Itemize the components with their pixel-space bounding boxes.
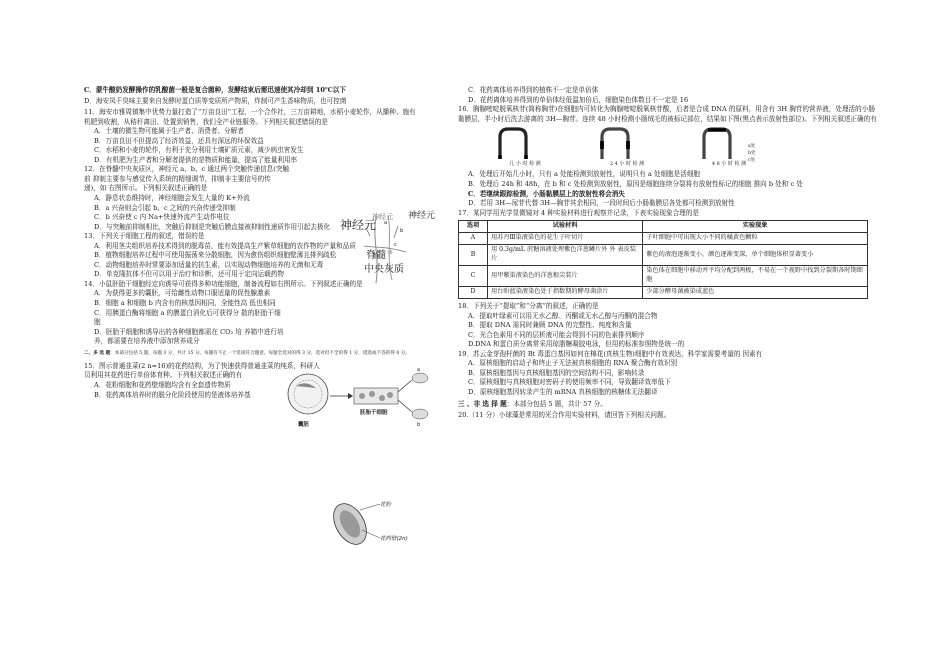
- villus-svg-2: [596, 127, 658, 161]
- q18-option-d: D.DNA 和蛋白质分离常采用琼脂糖凝胶电泳，但用的标准参照物是统一的: [468, 340, 685, 349]
- q17-row-d-option: D: [459, 287, 488, 299]
- q12-option-c: C．b 兴奋使 c 内 Na+快速外流产生动作电位: [94, 213, 230, 222]
- item-c-top: C．蒙牛酸奶发酵操作的乳酸菌一般是复合菌种，发酵结束后需迅速使其冷却到 10℃以下: [84, 86, 346, 94]
- q12-stem-3: 递)，如 右图所示。下列相关叙述正确的是: [84, 184, 208, 193]
- villus-legend-a: a处: [748, 144, 756, 149]
- q20-stem: 20.（11 分）小球藻是常用的光合作用实验材料，请回答下列相关问题。: [458, 411, 671, 420]
- villus-caption-3: 4 8 小 时 检 测: [711, 161, 747, 168]
- q12-stem-2: 前 抑制主要参与感觉传入系统的精细调节，抑制非主要信号的传: [84, 174, 271, 183]
- q15-stem: 15．图示普通韭菜(2 n=16)的花药结构，为了快速获得普通韭菜的纯系，科研人员利用其花药进行单倍体育种。下列相关叙述正确的有: [84, 361, 320, 380]
- q15-option-d: D．花药离体培养得到的单倍体经低温加倍后，细胞染色体数目不一定是 16: [468, 95, 689, 104]
- villus-legend: [748, 144, 756, 165]
- q17-header-material: 试验材料: [488, 221, 643, 233]
- q13-option-b: B．植物细胞培养过程中可使用振荡来分散细胞，因为愈伤组织细胞壁薄且排列疏松: [94, 251, 337, 260]
- villus-figure-1: [494, 127, 556, 168]
- q17-row-a-phenomenon: 子叶细胞中可出现大小不同的橘黄色颗粒: [643, 233, 868, 245]
- q17-row-b-option: B: [459, 245, 488, 266]
- q17-table-header: [459, 221, 868, 233]
- q13-stem: 13．下列关于细胞工程的叙述，错误的是: [84, 232, 205, 241]
- section-3-heading: [458, 400, 878, 410]
- esc-label: 胚胎干细胞: [360, 410, 388, 416]
- neuron-point-c: c: [394, 242, 397, 248]
- q17-row-b-phenomenon: 紫色的液泡逐渐变小，颜色逐渐变深，单个细胞体积显著变小: [643, 245, 868, 266]
- neuron-label-main: 神经元: [340, 218, 377, 232]
- q16-option-a: A．处理后开始几小时，只有 a 处能检测到放射性，说明只有 a 处细胞是活细胞: [468, 170, 701, 179]
- q18-option-a: A．提取叶绿素可以用无水乙醇、丙酮或无水乙醇与丙酮的混合物: [468, 311, 658, 320]
- q17-row-d-material: 用台盼蓝染液染色处于指数期的酵母菌涂片: [488, 287, 643, 299]
- q18-stem: 18．下列关于“提取”和“分离”的叙述，正确的是: [458, 302, 599, 311]
- cell-a-label: a: [417, 367, 421, 373]
- section-3-title: 三 、非 选 择 题: [458, 399, 507, 408]
- table-row: [459, 287, 868, 299]
- q11-option-c: C．水稻和小麦的轮作，有利于充分利用土壤矿质元素，减少病虫害发生: [94, 146, 304, 155]
- central-gray-label: 中央灰质: [364, 264, 404, 275]
- section-2-note: ：本部分包括 5 题，每题 3 分，共计 15 分。每题有不止一个选项符合题意。每题全选对的得 3 分，选对但不全的得 1 分，错选或不答的得 0 分。: [110, 351, 411, 357]
- item-d-top: D．海安凤千臭味主要来自发酵时蛋白质等变质所产物质，炸制可产生香味物质，也可控菌: [84, 97, 347, 106]
- q11-stem: 11．海安市雅周镇集中优势力量打造了“万亩良田”工程，一个合作社，三万亩耕地，水稻小麦轮作，从播种、施有机肥到收割，从秸秆离田、处置到销售，我们全产业链服务。下列相关叙述错误的是: [84, 108, 416, 126]
- neuron-label-a: 神经元: [372, 213, 393, 221]
- q15-diagram: [322, 500, 422, 548]
- q19-option-d: D．原核细胞基因转录产生的 mRNA 真核细胞的核糖体无法翻译: [468, 387, 658, 396]
- q18-option-c: C．光合色素用不同的层析液可能会得到不同的色素排列顺序: [468, 330, 645, 339]
- q17-row-c-material: 用甲紫染液染色的洋葱根尖装片: [488, 266, 643, 287]
- section-2-heading: [84, 351, 418, 357]
- q12-stem-1: 12．在脊髓中央灰质区，神经元 a、b、c 通过两个突触传递信息(突触: [84, 165, 290, 174]
- q15-option-a: A．花粉细胞和花药壁细胞均含有全套遗传物质: [94, 381, 231, 390]
- villi-figures: [494, 127, 878, 168]
- q13-option-c: C．动物细胞培养时常要添加适量的抗生素，以实现动物细胞培养的无菌和无毒: [94, 260, 324, 269]
- q16-option-d: D．若用 3H—尿苷代替 3H—胸苷其余相同，一段时间后小肠黏膜层各处都可检测到放射性: [468, 199, 735, 208]
- villus-figure-2: [596, 127, 658, 168]
- q16-option-b: B．处理后 24h 和 48h，在 b 和 c 处检测到放射性，原因是细胞连续分裂将有放射性标记的细胞 推向 b 处和 c 处: [468, 179, 803, 188]
- q12-option-a: A．静息状态维持时，神经细胞会发生大量的 K+外流: [94, 194, 250, 203]
- table-row: [459, 266, 868, 287]
- q12-stem-block: [84, 165, 334, 194]
- q17-row-c-phenomenon: 染色体在细胞中移动并平均分配到两极，不易在一个视野中找到分裂期各时期细胞: [643, 266, 868, 287]
- villus-caption-1: 几 小 时 检 测: [509, 161, 541, 168]
- q14-stem: 14．小鼠胚胎干细胞经定向诱导可获得多种功能细胞，制备流程如右图所示。下列叙述正确的是: [84, 279, 363, 288]
- q14-option-c: C．用胰蛋白酶将细胞 a 的膜蛋白消化后可获得分 散的胚胎干细胞: [94, 308, 281, 327]
- villus-svg-1: [494, 127, 556, 161]
- q11-option-a: A．土壤的微生物可能属于生产者、消费者、分解者: [94, 127, 244, 136]
- q15-option-c: C．花药离体培养得到的植株不一定是单倍体: [468, 86, 599, 94]
- q13-option-a: A．利用茎尖组织培养技术得到的脱毒苗，能有效提高生产紫草细胞的农作物的产量和品质: [94, 241, 356, 250]
- q16-stem: 16．胸腺嘧啶脱氧核苷(简称胸苷)在细胞内可转化为胸腺嘧啶脱氧核苷酸，后者是合成 DNA 的原料，用含有 3H 胸苷的营养液，处理活的小肠黏膜层，半小时后洗去游离的 3H—胸苷。连续 48 小时检测小肠绒毛的被标记部位，结果如下图(黑点表示放射性部位)。下列相关叙述正确的有: [458, 105, 877, 123]
- q16-option-c: C．若继续跟踪检测，小肠黏膜层上的放射性将会消失: [468, 189, 625, 198]
- q14-option-d: D．胚胎干细胞和诱导出的各种细胞都需在 CO₂ 培 养箱中进行培养，都需要在培养液中添加营养成分: [94, 327, 284, 346]
- q11-option-d: D．有机肥为生产者和分解者提供的是物质和能量，提高了能量利用率: [94, 155, 298, 164]
- q17-header-phenomenon: 实验现象: [643, 221, 868, 233]
- q17-stem: 17．某同学用光学显微镜对 4 种实验材料进行观察并记录，下表实验现象合理的是: [458, 208, 699, 217]
- q17-row-b-material: 用 0.3g/mL 蔗糖溶液处理紫色洋葱鳞片外 外 表皮装片: [488, 245, 643, 266]
- q19-stem: 19．苏云金芽孢杆菌的 Bt 毒蛋白基因如何在棉花(真核生物)细胞中有效表达，科学家需要考量的 因素有: [458, 349, 763, 358]
- villus-legend-c: c处: [748, 157, 756, 163]
- section-3-note: ：本部分包括 5 题，共计 57 分。: [506, 399, 607, 408]
- q17-header-option: 选项: [459, 221, 488, 233]
- q17-table: [458, 220, 868, 299]
- villus-legend-b: b处: [748, 150, 756, 156]
- villus-caption-2: 2 4 小 时 检 测: [609, 161, 645, 168]
- q14-option-a: A．为获得更多的囊胚，可给雌性动物口服适量的促性腺激素: [94, 289, 271, 298]
- q14-options-narrow: [84, 299, 284, 347]
- q17-row-d-phenomenon: 少部分酵母菌被染成蓝色: [643, 287, 868, 299]
- cell-b-label: b: [417, 422, 421, 428]
- table-row: [459, 245, 868, 266]
- q12-option-b: B．a 兴奋则会引起 b、c 之间的兴奋传递受抑制: [94, 203, 236, 212]
- q17-row-a-material: 用苏丹Ⅲ染液染色的花生子叶切片: [488, 233, 643, 245]
- right-column: [458, 86, 878, 421]
- table-row: [459, 233, 868, 245]
- q11-option-b: B．万亩良田不但提高了经济效益，还具有深远的环保效益: [94, 136, 264, 145]
- q18-option-b: B．提取 DNA 需同时兼顾 DNA 的完整性、纯度和含量: [468, 321, 632, 330]
- q13-option-d: D．单克隆抗体不但可以用于治疗和诊断，还可用于定向运载药物: [94, 270, 284, 279]
- neuron-diagram: [336, 208, 436, 288]
- q17-row-c-option: C: [459, 266, 488, 287]
- q14-option-b: B．细胞 a 和细胞 b 内含有的核基因相同，全能性高 低也相同: [94, 299, 276, 308]
- q12-option-d: D．与突触前抑制相比，突触后抑制是突触后膜直接被抑制性递质作用引起去极化: [94, 222, 331, 231]
- spinal-cord-label: 脊髓: [366, 250, 386, 261]
- q19-option-a: A．原核细胞的启动子和终止子无法被真核细胞的 RNA 聚合酶有效识别: [468, 359, 678, 368]
- anther-wall-label: 花药壁(2n): [380, 536, 408, 542]
- q14-diagram: [286, 366, 436, 436]
- neuron-label-b: 神经元: [408, 211, 436, 221]
- q19-option-c: C．原核细胞与真核细胞对密码子的使用频率不同，导致翻译效率低下: [468, 378, 671, 387]
- pollen-label: 花粉: [380, 502, 392, 508]
- q15-option-b: B．花药离体培养时的脱分化阶段使用的是液体培养基: [94, 390, 251, 399]
- neuron-point-b: b: [400, 228, 404, 234]
- q19-option-b: B．原核细胞基因与真核细胞基因的空间结构不同，影响转录: [468, 368, 645, 377]
- blastocyst-label: 囊胚: [298, 422, 310, 428]
- neuron-point-a: a: [384, 220, 388, 226]
- q17-row-a-option: A: [459, 233, 488, 245]
- section-2-title: 二、多 选 题: [84, 351, 111, 357]
